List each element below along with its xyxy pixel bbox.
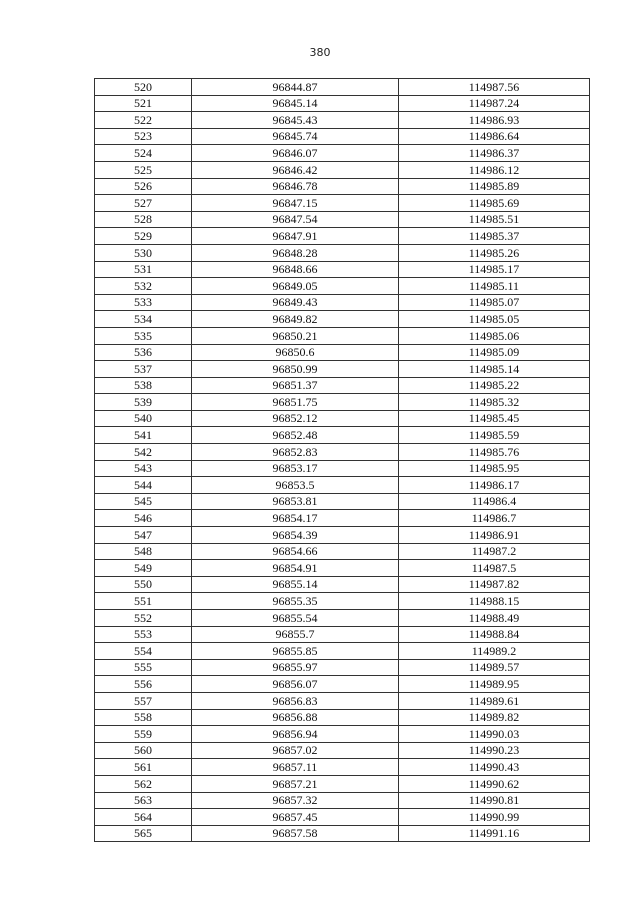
point-id-cell: 525 — [95, 161, 192, 178]
point-id-cell: 562 — [95, 775, 192, 792]
y-coordinate-cell: 114988.84 — [399, 626, 590, 643]
point-id-cell: 554 — [95, 643, 192, 660]
table-row — [95, 79, 590, 96]
point-id-cell: 563 — [95, 792, 192, 809]
table-row — [95, 759, 590, 776]
point-id-cell: 555 — [95, 659, 192, 676]
y-coordinate-cell: 114985.95 — [399, 460, 590, 477]
table-row — [95, 394, 590, 411]
y-coordinate-cell: 114985.32 — [399, 394, 590, 411]
table-row — [95, 709, 590, 726]
y-coordinate-cell: 114985.45 — [399, 410, 590, 427]
y-coordinate-cell: 114985.14 — [399, 361, 590, 378]
x-coordinate-cell: 96847.15 — [192, 195, 399, 212]
point-id-cell: 552 — [95, 610, 192, 627]
x-coordinate-cell: 96853.17 — [192, 460, 399, 477]
table-row — [95, 460, 590, 477]
x-coordinate-cell: 96855.35 — [192, 593, 399, 610]
x-coordinate-cell: 96846.78 — [192, 178, 399, 195]
point-id-cell: 545 — [95, 493, 192, 510]
table-row — [95, 195, 590, 212]
x-coordinate-cell: 96846.42 — [192, 161, 399, 178]
x-coordinate-cell: 96856.94 — [192, 726, 399, 743]
y-coordinate-cell: 114985.26 — [399, 244, 590, 261]
x-coordinate-cell: 96852.12 — [192, 410, 399, 427]
table-row — [95, 178, 590, 195]
point-id-cell: 526 — [95, 178, 192, 195]
table-row — [95, 477, 590, 494]
point-id-cell: 532 — [95, 278, 192, 295]
x-coordinate-cell: 96849.43 — [192, 294, 399, 311]
y-coordinate-cell: 114986.17 — [399, 477, 590, 494]
table-row — [95, 344, 590, 361]
point-id-cell: 534 — [95, 311, 192, 328]
x-coordinate-cell: 96850.6 — [192, 344, 399, 361]
table-row — [95, 742, 590, 759]
table-row — [95, 427, 590, 444]
table-row — [95, 161, 590, 178]
table-row — [95, 493, 590, 510]
table-row — [95, 792, 590, 809]
table-row — [95, 211, 590, 228]
y-coordinate-cell: 114985.22 — [399, 377, 590, 394]
table-row — [95, 543, 590, 560]
point-id-cell: 548 — [95, 543, 192, 560]
y-coordinate-cell: 114987.2 — [399, 543, 590, 560]
point-id-cell: 553 — [95, 626, 192, 643]
table-row — [95, 692, 590, 709]
page-number: 380 — [309, 46, 331, 59]
point-id-cell: 544 — [95, 477, 192, 494]
point-id-cell: 549 — [95, 560, 192, 577]
table-row — [95, 377, 590, 394]
y-coordinate-cell: 114985.76 — [399, 444, 590, 461]
point-id-cell: 533 — [95, 294, 192, 311]
point-id-cell: 560 — [95, 742, 192, 759]
x-coordinate-cell: 96857.11 — [192, 759, 399, 776]
y-coordinate-cell: 114985.37 — [399, 228, 590, 245]
table-row — [95, 361, 590, 378]
y-coordinate-cell: 114989.82 — [399, 709, 590, 726]
x-coordinate-cell: 96854.39 — [192, 527, 399, 544]
x-coordinate-cell: 96850.99 — [192, 361, 399, 378]
table-row — [95, 95, 590, 112]
table-row — [95, 643, 590, 660]
table-row — [95, 145, 590, 162]
point-id-cell: 561 — [95, 759, 192, 776]
x-coordinate-cell: 96855.54 — [192, 610, 399, 627]
point-id-cell: 520 — [95, 79, 192, 96]
table-row — [95, 410, 590, 427]
y-coordinate-cell: 114990.99 — [399, 809, 590, 826]
x-coordinate-cell: 96854.66 — [192, 543, 399, 560]
x-coordinate-cell: 96848.66 — [192, 261, 399, 278]
x-coordinate-cell: 96857.45 — [192, 809, 399, 826]
x-coordinate-cell: 96851.37 — [192, 377, 399, 394]
point-id-cell: 538 — [95, 377, 192, 394]
point-id-cell: 557 — [95, 692, 192, 709]
coordinate-table — [94, 78, 590, 842]
point-id-cell: 536 — [95, 344, 192, 361]
y-coordinate-cell: 114985.69 — [399, 195, 590, 212]
point-id-cell: 537 — [95, 361, 192, 378]
y-coordinate-cell: 114988.15 — [399, 593, 590, 610]
x-coordinate-cell: 96845.74 — [192, 128, 399, 145]
y-coordinate-cell: 114990.23 — [399, 742, 590, 759]
point-id-cell: 528 — [95, 211, 192, 228]
x-coordinate-cell: 96845.14 — [192, 95, 399, 112]
point-id-cell: 539 — [95, 394, 192, 411]
point-id-cell: 531 — [95, 261, 192, 278]
point-id-cell: 522 — [95, 112, 192, 129]
y-coordinate-cell: 114985.17 — [399, 261, 590, 278]
x-coordinate-cell: 96855.7 — [192, 626, 399, 643]
point-id-cell: 541 — [95, 427, 192, 444]
y-coordinate-cell: 114986.12 — [399, 161, 590, 178]
y-coordinate-cell: 114985.07 — [399, 294, 590, 311]
table-row — [95, 610, 590, 627]
x-coordinate-cell: 96853.81 — [192, 493, 399, 510]
x-coordinate-cell: 96848.28 — [192, 244, 399, 261]
table-row — [95, 261, 590, 278]
x-coordinate-cell: 96850.21 — [192, 327, 399, 344]
x-coordinate-cell: 96857.02 — [192, 742, 399, 759]
point-id-cell: 559 — [95, 726, 192, 743]
y-coordinate-cell: 114987.24 — [399, 95, 590, 112]
x-coordinate-cell: 96856.07 — [192, 676, 399, 693]
y-coordinate-cell: 114989.2 — [399, 643, 590, 660]
x-coordinate-cell: 96857.58 — [192, 825, 399, 842]
x-coordinate-cell: 96857.21 — [192, 775, 399, 792]
point-id-cell: 543 — [95, 460, 192, 477]
y-coordinate-cell: 114988.49 — [399, 610, 590, 627]
x-coordinate-cell: 96855.14 — [192, 576, 399, 593]
point-id-cell: 564 — [95, 809, 192, 826]
table-row — [95, 809, 590, 826]
y-coordinate-cell: 114985.06 — [399, 327, 590, 344]
point-id-cell: 558 — [95, 709, 192, 726]
y-coordinate-cell: 114989.95 — [399, 676, 590, 693]
table-row — [95, 775, 590, 792]
y-coordinate-cell: 114985.09 — [399, 344, 590, 361]
table-row — [95, 228, 590, 245]
x-coordinate-cell: 96855.85 — [192, 643, 399, 660]
table-row — [95, 311, 590, 328]
y-coordinate-cell: 114986.93 — [399, 112, 590, 129]
table-row — [95, 825, 590, 842]
table-row — [95, 560, 590, 577]
point-id-cell: 556 — [95, 676, 192, 693]
y-coordinate-cell: 114990.03 — [399, 726, 590, 743]
table-row — [95, 676, 590, 693]
y-coordinate-cell: 114989.61 — [399, 692, 590, 709]
x-coordinate-cell: 96849.82 — [192, 311, 399, 328]
table-row — [95, 128, 590, 145]
y-coordinate-cell: 114991.16 — [399, 825, 590, 842]
point-id-cell: 542 — [95, 444, 192, 461]
table-row — [95, 510, 590, 527]
point-id-cell: 524 — [95, 145, 192, 162]
y-coordinate-cell: 114987.82 — [399, 576, 590, 593]
y-coordinate-cell: 114985.59 — [399, 427, 590, 444]
point-id-cell: 546 — [95, 510, 192, 527]
point-id-cell: 523 — [95, 128, 192, 145]
y-coordinate-cell: 114990.62 — [399, 775, 590, 792]
y-coordinate-cell: 114990.43 — [399, 759, 590, 776]
point-id-cell: 527 — [95, 195, 192, 212]
point-id-cell: 530 — [95, 244, 192, 261]
x-coordinate-cell: 96846.07 — [192, 145, 399, 162]
table-row — [95, 527, 590, 544]
y-coordinate-cell: 114986.37 — [399, 145, 590, 162]
y-coordinate-cell: 114986.4 — [399, 493, 590, 510]
x-coordinate-cell: 96854.17 — [192, 510, 399, 527]
point-id-cell: 540 — [95, 410, 192, 427]
y-coordinate-cell: 114987.5 — [399, 560, 590, 577]
table-row — [95, 278, 590, 295]
table-row — [95, 626, 590, 643]
y-coordinate-cell: 114986.91 — [399, 527, 590, 544]
x-coordinate-cell: 96847.91 — [192, 228, 399, 245]
x-coordinate-cell: 96854.91 — [192, 560, 399, 577]
table-row — [95, 327, 590, 344]
x-coordinate-cell: 96845.43 — [192, 112, 399, 129]
y-coordinate-cell: 114985.11 — [399, 278, 590, 295]
x-coordinate-cell: 96857.32 — [192, 792, 399, 809]
x-coordinate-cell: 96856.83 — [192, 692, 399, 709]
table-row — [95, 576, 590, 593]
point-id-cell: 550 — [95, 576, 192, 593]
x-coordinate-cell: 96847.54 — [192, 211, 399, 228]
x-coordinate-cell: 96852.48 — [192, 427, 399, 444]
point-id-cell: 547 — [95, 527, 192, 544]
y-coordinate-cell: 114985.89 — [399, 178, 590, 195]
y-coordinate-cell: 114987.56 — [399, 79, 590, 96]
point-id-cell: 565 — [95, 825, 192, 842]
x-coordinate-cell: 96855.97 — [192, 659, 399, 676]
coordinate-table-body — [95, 79, 590, 842]
table-row — [95, 444, 590, 461]
x-coordinate-cell: 96853.5 — [192, 477, 399, 494]
table-row — [95, 593, 590, 610]
y-coordinate-cell: 114986.7 — [399, 510, 590, 527]
table-row — [95, 659, 590, 676]
y-coordinate-cell: 114985.51 — [399, 211, 590, 228]
y-coordinate-cell: 114990.81 — [399, 792, 590, 809]
x-coordinate-cell: 96852.83 — [192, 444, 399, 461]
x-coordinate-cell: 96844.87 — [192, 79, 399, 96]
table-row — [95, 112, 590, 129]
table-row — [95, 294, 590, 311]
x-coordinate-cell: 96851.75 — [192, 394, 399, 411]
point-id-cell: 529 — [95, 228, 192, 245]
point-id-cell: 551 — [95, 593, 192, 610]
x-coordinate-cell: 96849.05 — [192, 278, 399, 295]
table-row — [95, 726, 590, 743]
x-coordinate-cell: 96856.88 — [192, 709, 399, 726]
y-coordinate-cell: 114989.57 — [399, 659, 590, 676]
table-row — [95, 244, 590, 261]
point-id-cell: 535 — [95, 327, 192, 344]
y-coordinate-cell: 114985.05 — [399, 311, 590, 328]
point-id-cell: 521 — [95, 95, 192, 112]
y-coordinate-cell: 114986.64 — [399, 128, 590, 145]
